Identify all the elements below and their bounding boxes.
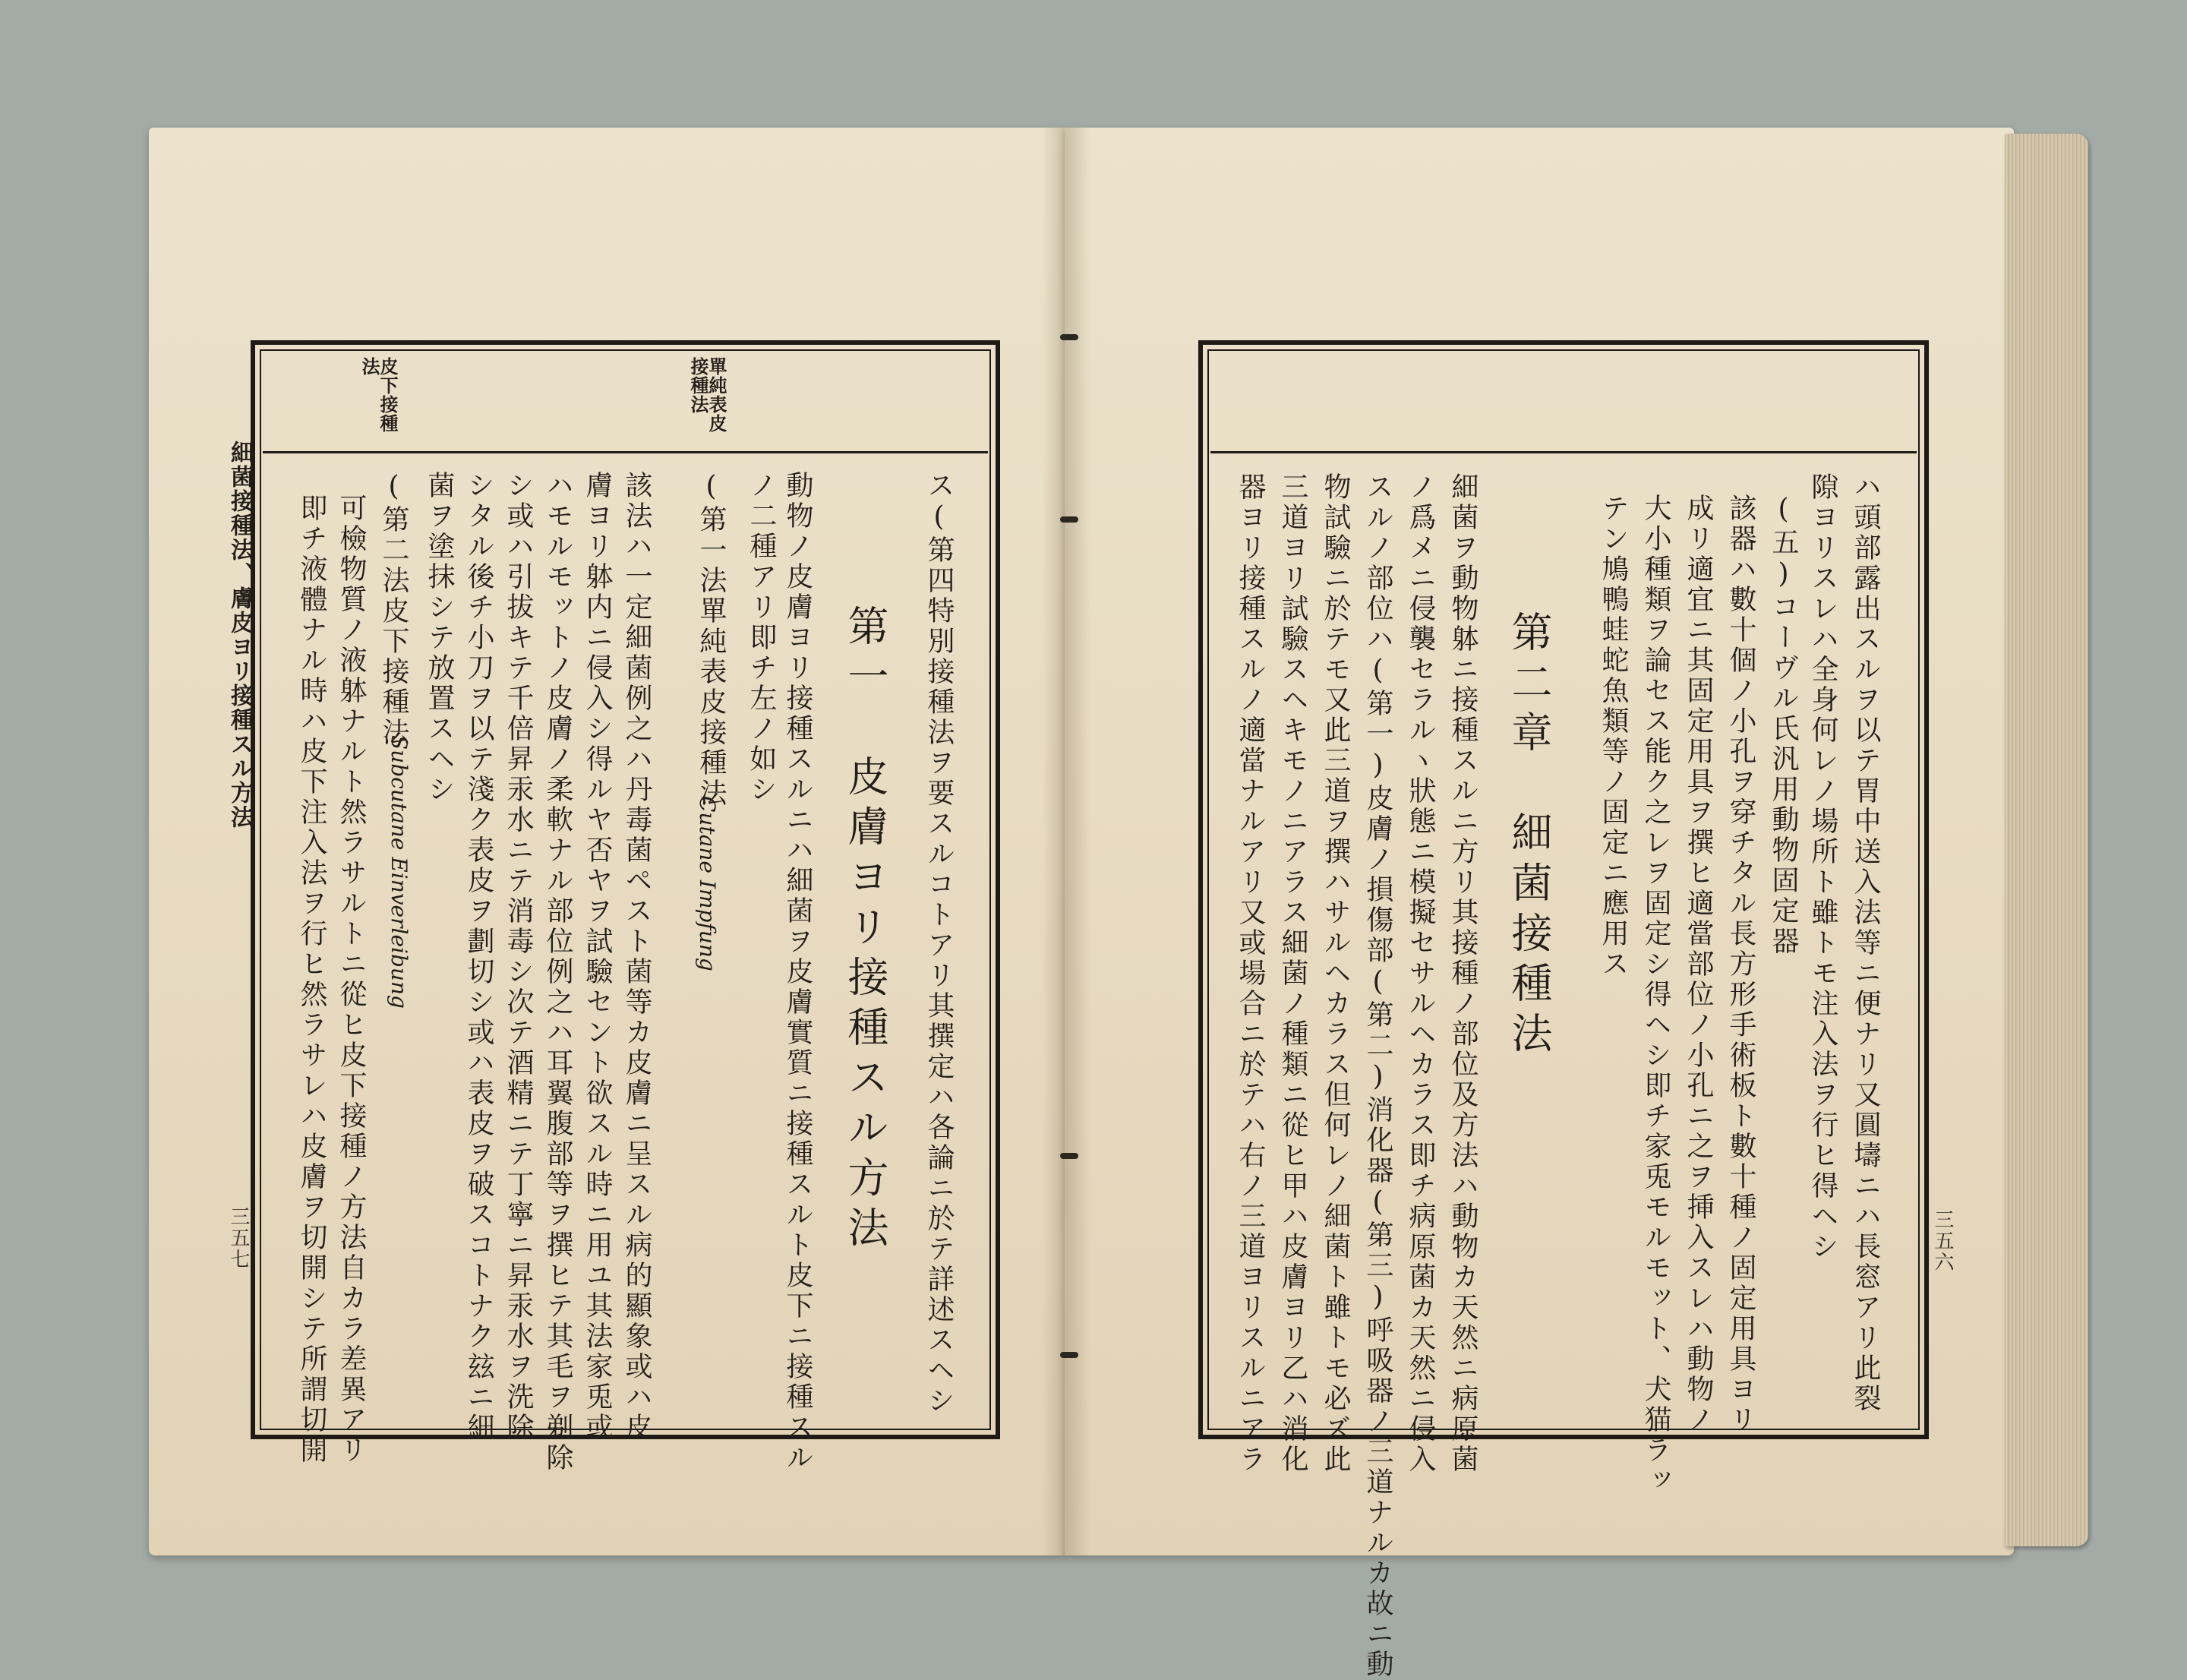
lead-column: ス(第四特別接種法ヲ要スルコトアリ其撰定ハ各論ニ於テ詳述スヘシ: [923, 471, 955, 1416]
text-column: 隙ヨリスレハ全身何レノ場所ト雖トモ注入法ヲ行ヒ得ヘシ: [1807, 472, 1838, 1262]
binding-stitch: [1060, 1153, 1078, 1159]
margin-note: 單純表皮接種法: [687, 357, 727, 433]
text-column: スルノ部位ハ(第一)皮膚ノ損傷部(第二)消化器(第三)呼吸器ノ三道ナルカ故ニ動: [1362, 472, 1393, 1680]
text-column: テン鳩鴨蛙蛇魚類等ノ固定ニ應用ス: [1598, 494, 1629, 980]
binding-stitch: [1060, 1352, 1078, 1358]
latin-annotation: Cutane Impfung: [695, 796, 720, 971]
text-column: 成リ適宜ニ其固定用具ヲ撰ヒ適當部位ノ小孔ニ之ヲ挿入スレハ動物ノ: [1683, 494, 1714, 1435]
text-column: 器ヨリ接種スルノ適當ナルアリ又或場合ニ於テハ右ノ三道ヨリスルニアラ: [1235, 472, 1266, 1475]
latin-annotation: Subcutane Einverleibung: [387, 735, 412, 1009]
text-column: ノ二種アリ即チ左ノ如シ: [746, 471, 777, 805]
section-heading: 第一 皮膚ヨリ接種スル方法: [841, 605, 889, 1256]
text-column: ハモルモットノ皮膚ノ柔軟ナル部位例之ハ耳翼腹部等ヲ撰ヒテ其毛ヲ剃除: [542, 471, 573, 1473]
text-column: ノ爲メニ侵襲セラルヽ狀態ニ模擬セサルヘカラス即チ病原菌カ天然ニ侵入: [1405, 472, 1436, 1475]
text-column: (第二法皮下接種法: [378, 471, 409, 748]
text-column: (五)コーヴル氏汎用動物固定器: [1768, 494, 1799, 957]
text-column: 動物ノ皮膚ヨリ接種スルニハ細菌ヲ皮膚實質ニ接種スルト皮下ニ接種スル: [782, 471, 813, 1473]
book-gutter: [1042, 128, 1090, 1555]
binding-stitch: [1060, 516, 1078, 523]
page-edges: [2005, 134, 2088, 1546]
running-title: 細菌接種法、膚皮ヨリ接種スル方法: [226, 441, 253, 829]
binding-stitch: [1060, 334, 1078, 340]
text-column: 可檢物質ノ液躰ナルト然ラサルトニ從ヒ皮下接種ノ方法自カラ差異アリ: [336, 494, 367, 1466]
text-column: 膚ヨリ躰内ニ侵入シ得ルヤ否ヤヲ試驗セント欲スル時ニ用ユ其法家兎或: [582, 471, 613, 1443]
text-column: 大小種類ヲ論セス能ク之レヲ固定シ得ヘシ即チ家兎モルモット、犬猫ラッ: [1640, 494, 1671, 1496]
text-column: 三道ヨリ試驗スヘキモノニアラス細菌ノ種類ニ從ヒ甲ハ皮膚ヨリ乙ハ消化: [1277, 472, 1308, 1475]
text-column: シ或ハ引拔キテ千倍昇汞水ニテ消毒シ次テ酒精ニテ丁寧ニ昇汞水ヲ洗除: [503, 471, 534, 1443]
text-column: 該器ハ數十個ノ小孔ヲ穿チタル長方形手術板ト數十種ノ固定用具ヨリ: [1725, 494, 1756, 1435]
text-column: 菌ヲ塗抹シテ放置スヘシ: [424, 471, 455, 805]
page-number: 三五六: [1931, 1209, 1954, 1273]
text-column: (第一法單純表皮接種法: [696, 471, 727, 809]
text-column: 細菌ヲ動物躰ニ接種スルニ方リ其接種ノ部位及方法ハ動物カ天然ニ病原菌: [1447, 472, 1479, 1475]
chapter-heading: 第二章 細菌接種法: [1505, 611, 1553, 1062]
text-column: 物試驗ニ於テモ又此三道ヲ撰ハサルヘカラス但何レノ細菌ト雖トモ必ズ此: [1320, 472, 1351, 1475]
margin-note: 皮下接種法: [358, 357, 399, 433]
page-number: 三五七: [227, 1206, 250, 1270]
margin-band: [1210, 352, 1917, 453]
text-column: 該法ハ一定細菌例之ハ丹毒菌ペスト菌等カ皮膚ニ呈スル病的顯象或ハ皮: [621, 471, 652, 1443]
text-column: 即チ液體ナル時ハ皮下注入法ヲ行ヒ然ラサレハ皮膚ヲ切開シテ所謂切開: [296, 494, 327, 1466]
text-column: ハ頭部露出スルヲ以テ胃中送入法等ニ便ナリ又圓壔ニハ長窓アリ此裂: [1850, 472, 1881, 1414]
text-column: シタル後チ小刀ヲ以テ淺ク表皮ヲ劃切シ或ハ表皮ヲ破スコトナク玆ニ細: [463, 471, 494, 1443]
